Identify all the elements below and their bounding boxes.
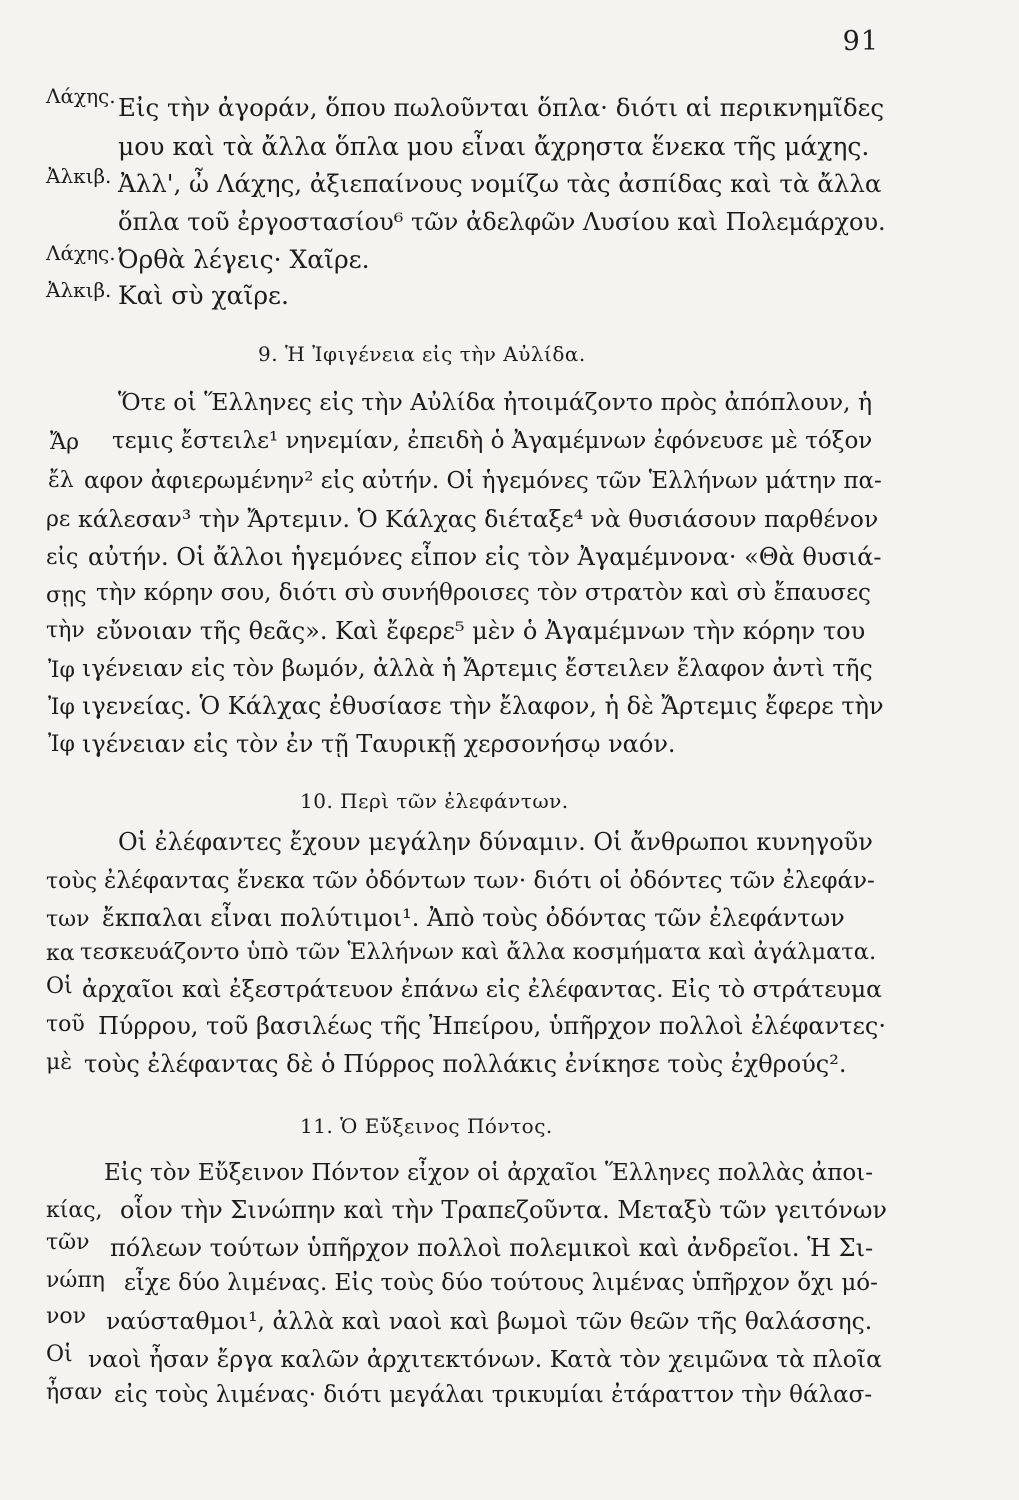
section-heading: 10. Περὶ τῶν ἐλεφάντων. (300, 789, 569, 813)
paragraph-line: πόλεων τούτων ὑπῆρχον πολλοὶ πολεμικοὶ καὶ ἀνδρεῖοι. Ἡ Σι- (110, 1234, 874, 1262)
line-start-fragment: τὴν (46, 618, 85, 643)
paragraph-line: ἀρχαῖοι καὶ ἐξεστράτευον ἐπάνω εἰς ἐλέφαντας. Εἰς τὸ στράτευμα (82, 975, 882, 1003)
paragraph-line: ἔκπαλαι εἶναι πολύτιμοι¹. Ἀπὸ τοὺς ὀδόντας τῶν ἐλεφάντων (102, 904, 845, 932)
paragraph-line: ἐλέφαντας ἕνεκα τῶν ὀδόντων των· διότι οἱ ὀδόντες τῶν ἐλεφάν- (104, 868, 875, 894)
line-start-fragment: κα (46, 941, 75, 966)
speaker-label: Λάχης. (46, 241, 116, 265)
line-start-fragment: τοῦ (46, 1012, 85, 1037)
line-start-fragment: των (46, 907, 90, 932)
dialogue-line: μου καὶ τὰ ἄλλα ὅπλα μου εἶναι ἄχρηστα ἕνεκα τῆς μάχης. (118, 132, 870, 161)
paragraph-line: αφον ἀφιερωμένην² εἰς αὐτήν. Οἱ ἡγεμόνες τῶν Ἑλλήνων μάτην πα- (84, 468, 882, 494)
section-heading: 11. Ὁ Εὔξεινος Πόντος. (300, 1114, 553, 1138)
line-start-fragment: Ἄρ (50, 430, 80, 455)
dialogue-line: Ἀλλ', ὦ Λάχης, ἀξιεπαίνους νομίζω τὰς ἀσπίδας καὶ τὰ ἄλλα (118, 169, 882, 198)
paragraph-line: Ὅτε οἱ Ἕλληνες εἰς τὴν Αὐλίδα ἠτοιμάζοντο πρὸς ἀπόπλουν, ἡ (118, 388, 873, 416)
line-start-fragment: ρε (46, 507, 71, 532)
paragraph-line: Πύρρου, τοῦ βασιλέως τῆς Ἠπείρου, ὑπῆρχον πολλοὶ ἐλέφαντες· (98, 1012, 886, 1040)
speaker-label: Λάχης. (46, 84, 116, 108)
paragraph-line: οἷον τὴν Σινώπην καὶ τὴν Τραπεζοῦντα. Μεταξὺ τῶν γειτόνων (120, 1196, 888, 1224)
paragraph-line: ιγένειαν εἰς τὸν βωμόν, ἀλλὰ ἡ Ἄρτεμις ἔστειλεν ἔλαφον ἀντὶ τῆς (82, 654, 873, 682)
paragraph-line: εἶχε δύο λιμένας. Εἰς τοὺς δύο τούτους λιμένας ὑπῆρχον ὄχι μό- (124, 1270, 878, 1296)
speaker-label: Ἀλκιβ. (46, 278, 112, 302)
paragraph-line: ιγενείας. Ὁ Κάλχας ἐθυσίασε τὴν ἔλαφον, ἡ δὲ Ἄρτεμις ἔφερε τὴν (82, 692, 884, 720)
line-start-fragment: ἔλ (48, 468, 74, 493)
paragraph-line: Εἰς τὸν Εὔξεινον Πόντον εἶχον οἱ ἀρχαῖοι Ἕλληνες πολλὰς ἀποι- (104, 1160, 873, 1186)
paragraph-line: ναύσταθμοι¹, ἀλλὰ καὶ ναοὶ καὶ βωμοὶ τῶν θεῶν τῆς θαλάσσης. (106, 1307, 873, 1335)
paragraph-line: αὐτήν. Οἱ ἄλλοι ἡγεμόνες εἶπον εἰς τὸν Ἀγαμέμνονα· «Θὰ θυσιά- (88, 543, 882, 571)
line-start-fragment: τῶν (46, 1230, 90, 1255)
dialogue-line: Εἰς τὴν ἀγοράν, ὅπου πωλοῦνται ὅπλα· διότι αἱ περικνημῖδες (118, 93, 885, 122)
paragraph-line: ναοὶ ἦσαν ἔργα καλῶν ἀρχιτεκτόνων. Κατὰ τὸν χειμῶνα τὰ πλοῖα (88, 1345, 883, 1373)
paragraph-line: εὔνοιαν τῆς θεᾶς». Καὶ ἔφερε⁵ μὲν ὁ Ἀγαμέμνων τὴν κόρην του (96, 617, 866, 645)
line-start-fragment: Ἰφ (48, 695, 75, 720)
dialogue-line: ὅπλα τοῦ ἐργοστασίου⁶ τῶν ἀδελφῶν Λυσίου καὶ Πολεμάρχου. (118, 208, 886, 236)
paragraph-line: Οἱ ἐλέφαντες ἔχουν μεγάλην δύναμιν. Οἱ ἄνθρωποι κυνηγοῦν (118, 828, 873, 856)
line-start-fragment: ἦσαν (46, 1380, 103, 1405)
line-start-fragment: εἰς (46, 545, 79, 570)
paragraph-line: εἰς τοὺς λιμένας· διότι μεγάλαι τρικυμίαι ἐτάραττον τὴν θάλασ- (114, 1382, 873, 1408)
line-start-fragment: νώπη (46, 1268, 105, 1293)
line-start-fragment: τοὺς (46, 869, 98, 894)
paragraph-line: ιγένειαν εἰς τὸν ἐν τῇ Ταυρικῇ χερσονήσῳ ναόν. (82, 730, 676, 758)
speaker-label: Ἀλκιβ. (46, 164, 112, 188)
line-start-fragment: σῃς (46, 583, 87, 608)
page-number: 91 (842, 26, 879, 57)
line-start-fragment: μὲ (46, 1050, 73, 1075)
dialogue-line: Καὶ σὺ χαῖρε. (118, 281, 289, 310)
line-start-fragment: Οἱ (46, 1342, 73, 1367)
dialogue-line: Ὀρθὰ λέγεις· Χαῖρε. (118, 245, 370, 274)
line-start-fragment: Ἰφ (48, 732, 75, 757)
paragraph-line: τεμις ἔστειλε¹ νηνεμίαν, ἐπειδὴ ὁ Ἀγαμέμνων ἐφόνευσε μὲ τόξον (112, 428, 873, 454)
line-start-fragment: κίας, (46, 1198, 103, 1223)
paragraph-line: τοὺς ἐλέφαντας δὲ ὁ Πύρρος πολλάκις ἐνίκησε τοὺς ἐχθρούς². (84, 1050, 847, 1078)
paragraph-line: κάλεσαν³ τὴν Ἄρτεμιν. Ὁ Κάλχας διέταξε⁴ νὰ θυσιάσουν παρθένον (78, 505, 879, 533)
line-start-fragment: Οἱ (46, 974, 73, 999)
paragraph-line: τὴν κόρην σου, διότι σὺ συνήθροισες τὸν στρατὸν καὶ σὺ ἔπαυσες (96, 580, 871, 606)
section-heading: 9. Ἡ Ἰφιγένεια εἰς τὴν Αὐλίδα. (258, 342, 586, 366)
line-start-fragment: Ἰφ (48, 658, 75, 683)
paragraph-line: τεσκευάζοντο ὑπὸ τῶν Ἑλλήνων καὶ ἄλλα κοσμήματα καὶ ἀγάλματα. (80, 939, 877, 965)
line-start-fragment: νον (46, 1304, 86, 1329)
